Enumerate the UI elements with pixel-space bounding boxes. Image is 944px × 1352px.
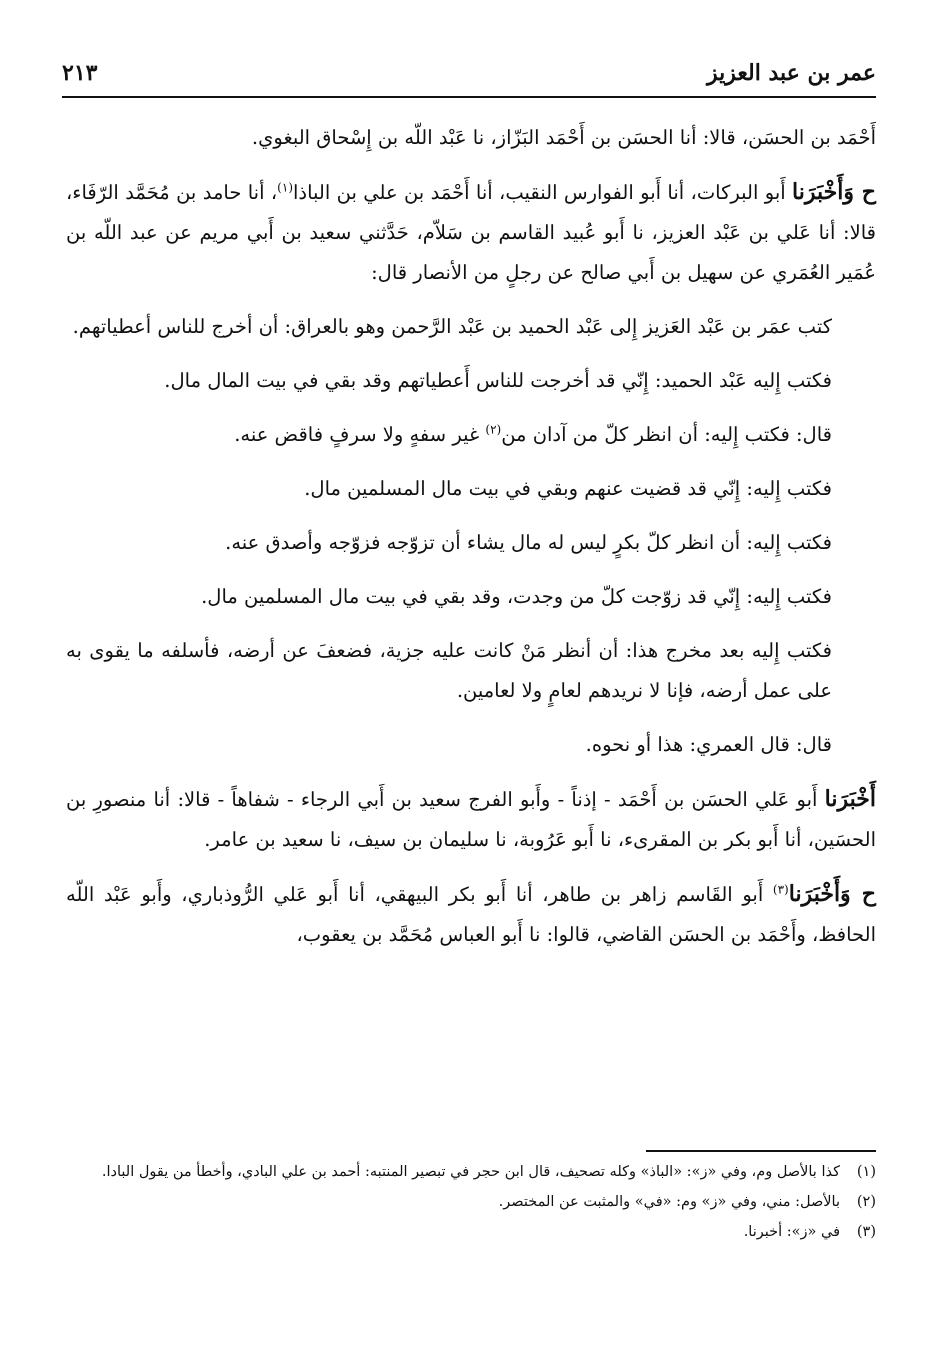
paragraph-letter-4 bbox=[66, 469, 876, 509]
page-header bbox=[62, 60, 876, 98]
text-span: أَحْمَد بن الحسَن، قالا: أنا الحسَن بن أَحْمَد البَزّاز، نا عَبْد اللّه بن إِسْحاق البغوي. bbox=[251, 126, 876, 149]
paragraph-isnad-3 bbox=[66, 779, 876, 860]
keyword-akhbarana: ح وَأَخْبَرَنا bbox=[788, 881, 876, 907]
main-text bbox=[66, 118, 876, 969]
text-span: أَبو القَاسم زاهر بن طاهر، أنا أَبو بكر البيهقي، أنا أَبو عَلي الرُّوذباري، وأَبو عَبْد اللّه الحافظ، وأَحْمَد بن الحسَن القاضي، قالوا: نا أَبو العباس مُحَمَّد بن يعقوب، bbox=[66, 883, 876, 946]
text-span: فكتب إِليه عَبْد الحميد: إِنّي قد أخرجت للناس أَعطياتهم وقد بقي في بيت المال مال. bbox=[164, 369, 832, 392]
text-span: فكتب إِليه: إِنّي قد زوّجت كلّ من وجدت، وقد بقي في بيت مال المسلمين مال. bbox=[201, 585, 832, 608]
text-span: فكتب إِليه: أن انظر كلّ بكرٍ ليس له مال يشاء أن تزوّجه فزوّجه وأصدق عنه. bbox=[225, 531, 832, 554]
footnote-separator bbox=[646, 1150, 876, 1152]
footnote-text: كذا بالأصل وم، وفي «ز»: «الباذ» وكله تصحيف، قال ابن حجر في تبصير المنتبه: أحمد بن علي البادي، وأخطأ من يقول البادا. bbox=[101, 1164, 840, 1180]
text-span: قال: فكتب إِليه: أن انظر كلّ من آدان من bbox=[501, 423, 832, 446]
footnote-2 bbox=[66, 1190, 876, 1215]
footnote-3 bbox=[66, 1220, 876, 1245]
paragraph-letter-7 bbox=[66, 631, 876, 711]
paragraph-letter-5 bbox=[66, 523, 876, 563]
text-span: ، أنا حامد بن مُحَمَّد الرّفَاء، قالا: أنا عَلي بن عَبْد العزيز، نا أَبو عُبيد القاسم بن سَلاّم، حَدَّثني سعيد بن أَبي مريم عن عبد اللّه بن عُمَير العُمَري عن سهيل بن أَبي صالح عن رجلٍ من الأنصار قال: bbox=[66, 181, 876, 284]
footnote-ref-3: (٣) bbox=[772, 882, 789, 897]
text-span: أَبو عَلي الحسَن بن أَحْمَد - إذناً - وأَبو الفرج سعيد بن أَبي الرجاء - شفاهاً - قالا: أنا منصورِ بن الحسَين، أنا أَبو بكر بن المقرىء، نا أَبو عَرُوبة، نا سليمان بن سيف، نا سعيد بن عامر. bbox=[66, 788, 876, 851]
footnote-number: (٣) bbox=[856, 1224, 876, 1240]
footnotes bbox=[66, 1160, 876, 1250]
text-span: غير سفهٍ ولا سرفٍ فاقض عنه. bbox=[234, 423, 486, 446]
paragraph-isnad-2 bbox=[66, 172, 876, 293]
text-span: قال: قال العمري: هذا أو نحوه. bbox=[585, 733, 832, 756]
footnote-1 bbox=[66, 1160, 876, 1185]
paragraph-isnad-4 bbox=[66, 874, 876, 955]
keyword-akhbarana: ح وَأَخْبَرَنا bbox=[792, 179, 876, 205]
paragraph-letter-6 bbox=[66, 577, 876, 617]
text-span: فكتب إِليه: إِنّي قد قضيت عنهم وبقي في بيت مال المسلمين مال. bbox=[304, 477, 832, 500]
paragraph-letter-8 bbox=[66, 725, 876, 765]
footnote-number: (٢) bbox=[856, 1194, 876, 1210]
page-number: ٢١٣ bbox=[62, 60, 98, 86]
footnote-text: بالأصل: مني، وفي «ز» وم: «في» والمثبت عن المختصر. bbox=[498, 1194, 840, 1210]
text-span: كتب عمَر بن عَبْد العَزيز إِلى عَبْد الحميد بن عَبْد الرَّحمن وهو بالعراق: أن أخرج للناس أعطياتهم. bbox=[72, 315, 832, 338]
running-title: عمر بن عبد العزيز bbox=[707, 60, 876, 86]
footnote-number: (١) bbox=[856, 1164, 876, 1180]
footnote-text: في «ز»: أخبرنا. bbox=[743, 1224, 840, 1240]
footnote-ref-1: (١) bbox=[277, 180, 293, 195]
paragraph-letter-3 bbox=[66, 415, 876, 455]
footnote-ref-2: (٢) bbox=[485, 422, 502, 437]
paragraph-isnad-1 bbox=[66, 118, 876, 158]
text-span: فكتب إِليه بعد مخرج هذا: أن أنظر مَنْ كانت عليه جزية، فضعفَ عن أرضه، فأسلفه ما يقوى به على عمل أرضه، فإنا لا نريدهم لعامٍ ولا لعامين. bbox=[66, 639, 832, 702]
paragraph-letter-2 bbox=[66, 361, 876, 401]
text-span: أَبو البركات، أنا أَبو الفوارس النقيب، أنا أَحْمَد بن علي بن الباذا bbox=[293, 181, 786, 204]
keyword-akhbarana: أَخْبَرَنا bbox=[824, 786, 876, 812]
paragraph-letter-1 bbox=[66, 307, 876, 347]
